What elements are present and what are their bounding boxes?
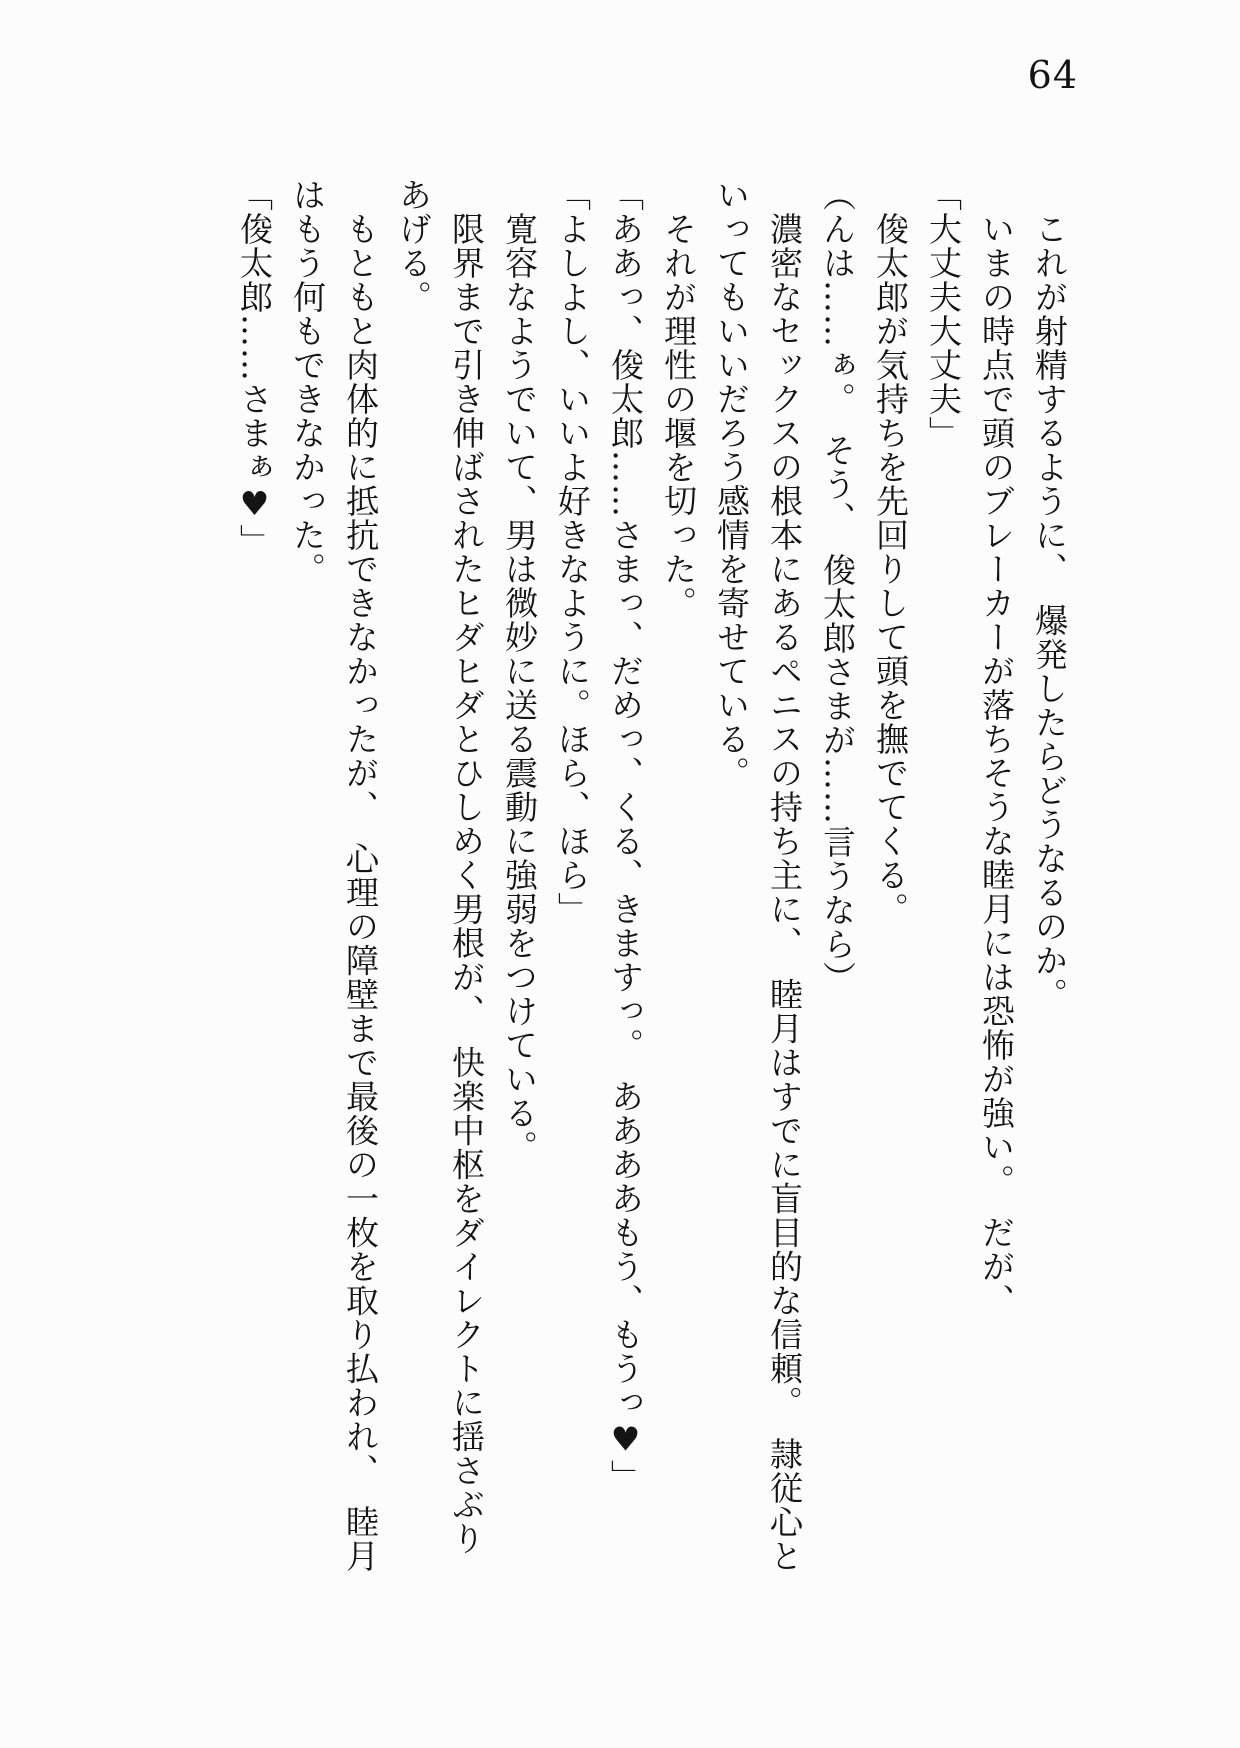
text-line: これが射精するように、 爆発したらどうなるのか。 [1030, 212, 1069, 1012]
text-line: それが理性の堰を切った。 [659, 212, 698, 620]
text-line: いまの時点で頭のブレーカーが落ちそうな睦月には恐怖が強い。 だが、 [977, 212, 1016, 1318]
text-line: 俊太郎が気持ちを先回りして頭を撫でてくる。 [871, 212, 910, 926]
vertical-text-block [228, 178, 1076, 1638]
text-line: いってもいいだろう感情を寄せている。 [712, 178, 751, 790]
text-line: 寛容なようでいて、男は微妙に送る震動に強弱をつけている。 [500, 212, 539, 1164]
text-line: あげる。 [394, 178, 433, 314]
text-line: もともと肉体的に抵抗できなかったが、 心理の障壁まで最後の一枚を取り払われ、 睦月 [341, 212, 380, 1573]
text-line: 「俊太郎……さまぁ♥」 [235, 178, 274, 558]
text-line: 限界まで引き伸ばされたヒダヒダとひしめく男根が、 快楽中枢をダイレクトに揺さぶり [447, 212, 486, 1556]
text-line: 「大丈夫大丈夫」 [924, 178, 963, 450]
page-number: 64 [1027, 53, 1078, 97]
text-line: 「よしよし、いいよ好きなように。ほら、ほら」 [553, 178, 592, 926]
text-line: はもう何もできなかった。 [288, 178, 327, 586]
text-line: 「ああっ、俊太郎……さまっ、だめっ、くる、きますっ。 ああああもう、もうっ♥」 [606, 178, 645, 1494]
text-line: 濃密なセックスの根本にあるペニスの持ち主に、 睦月はすでに盲目的な信頼。 隷従心と [765, 212, 804, 1573]
text-line: （んは……ぁ。 そう、 俊太郎さまが……言うなら） [818, 178, 857, 995]
